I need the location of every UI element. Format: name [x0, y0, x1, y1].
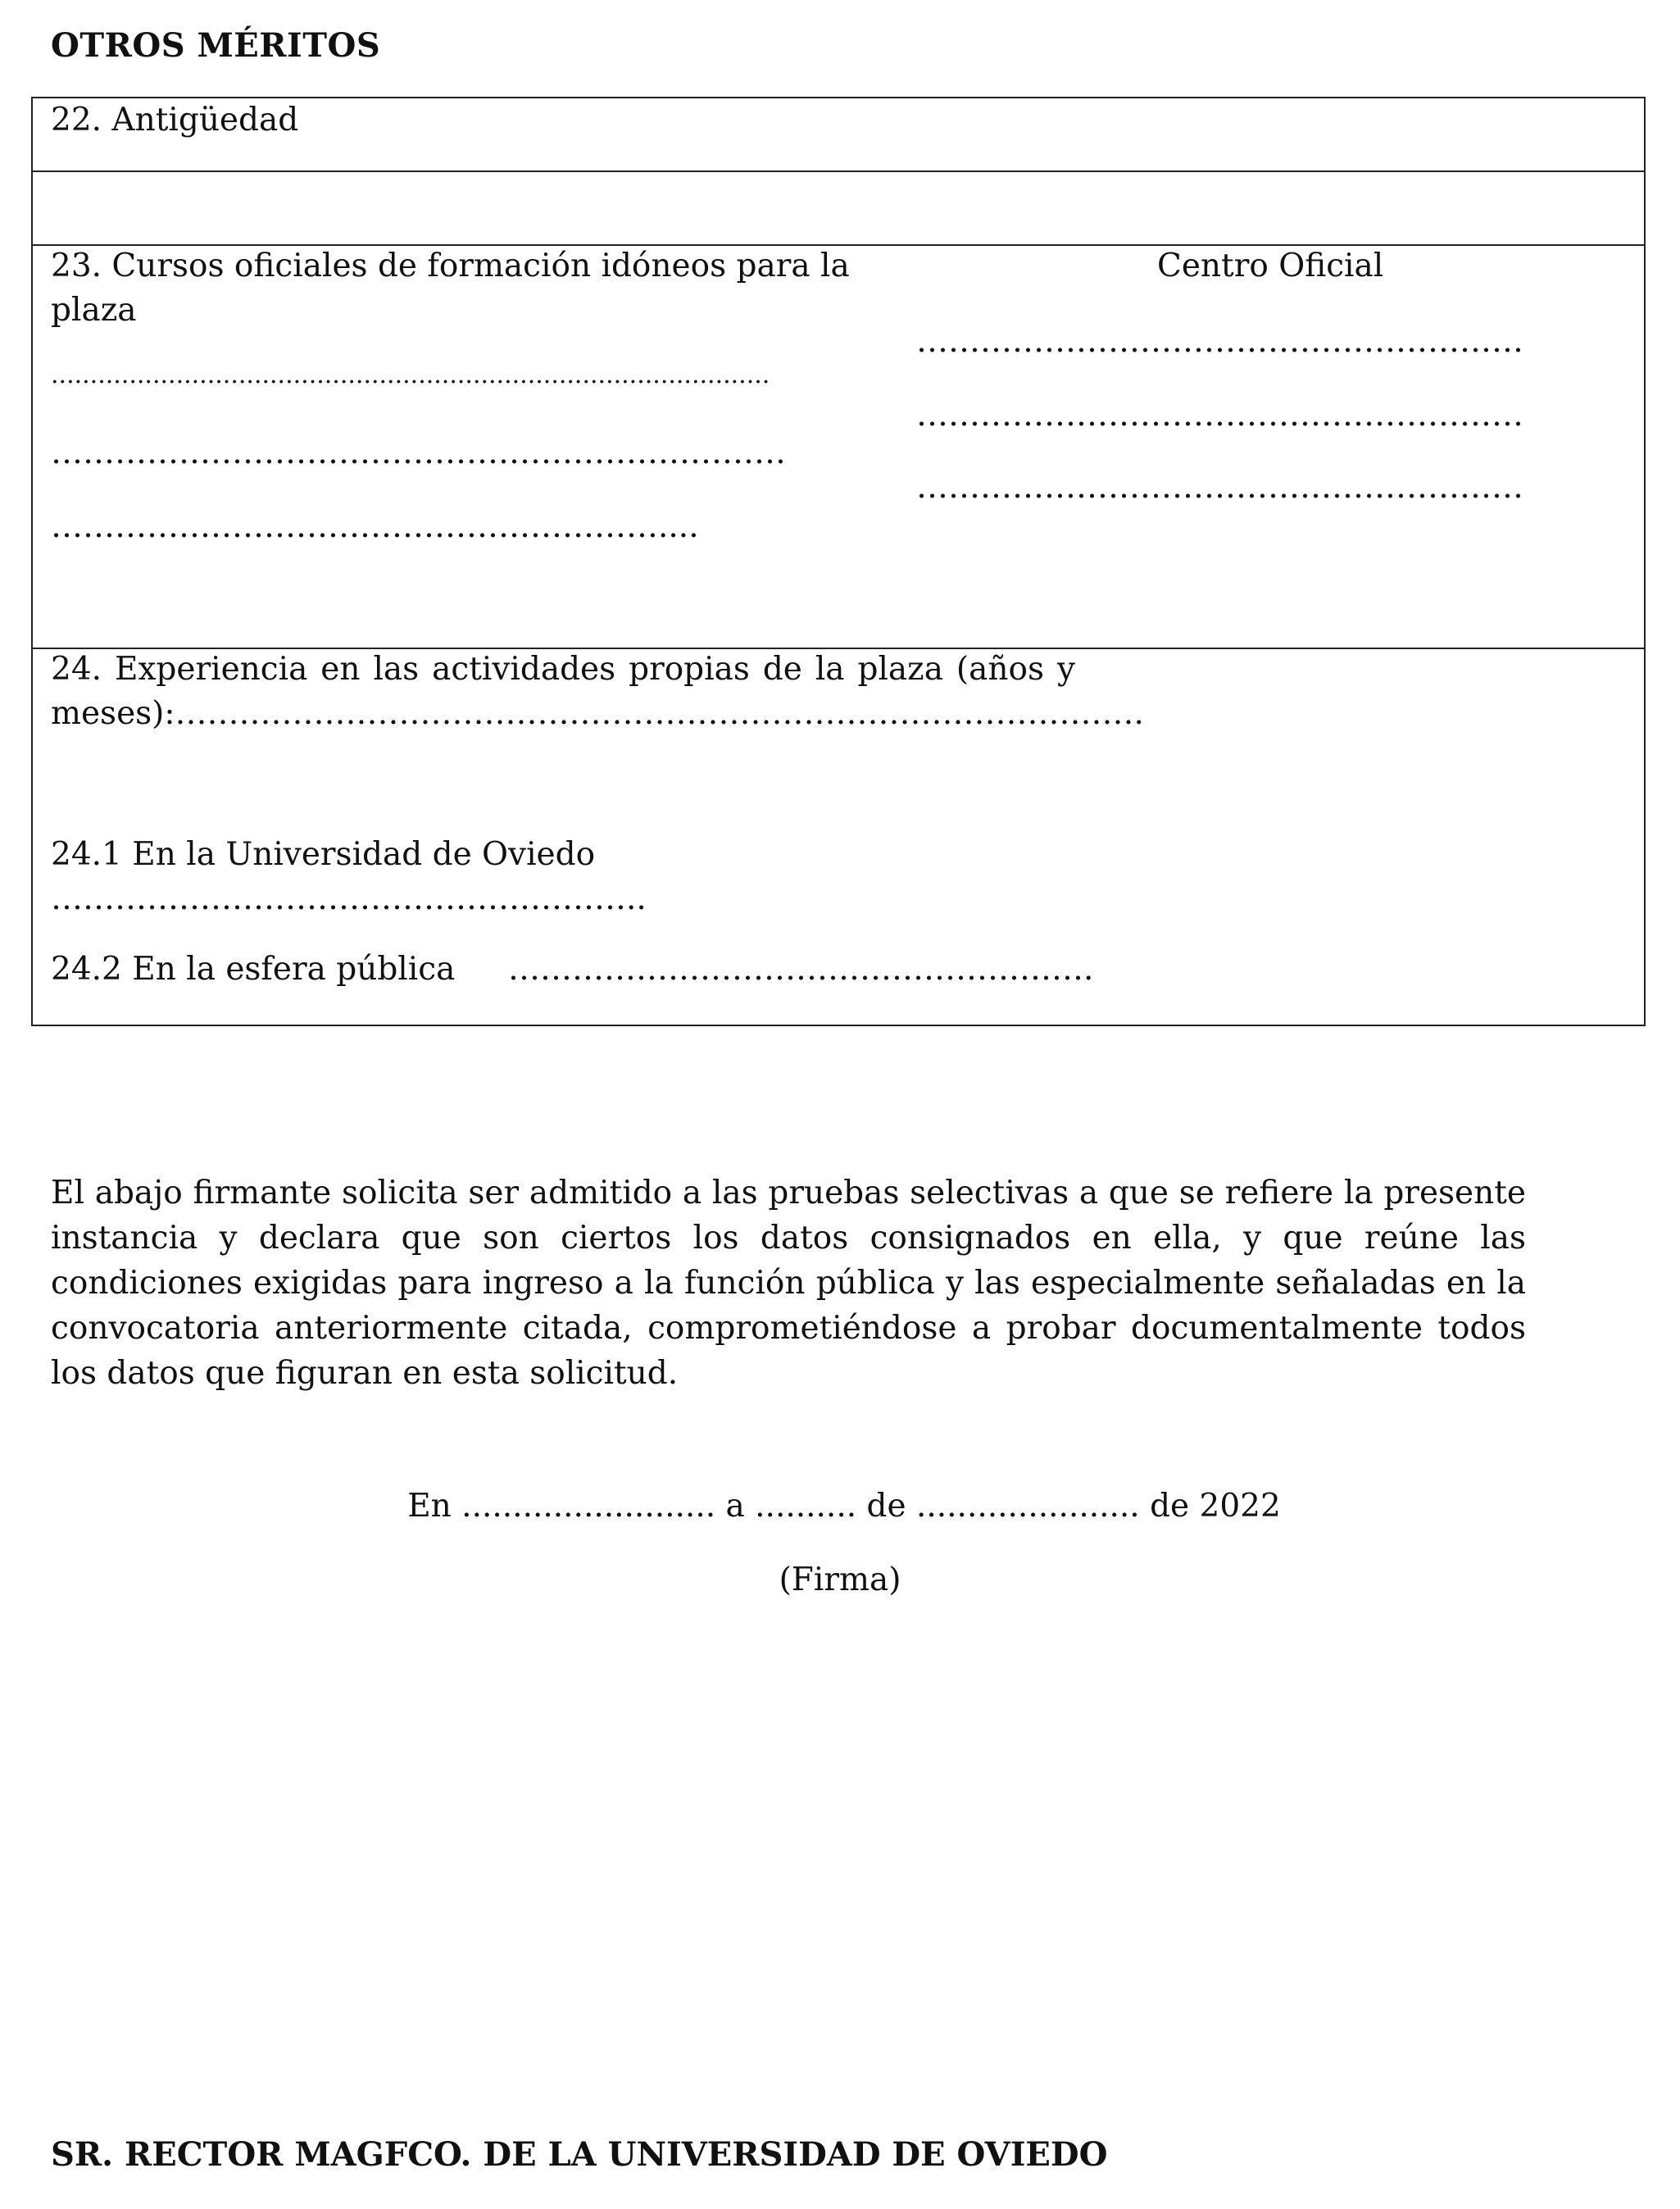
merits-table — [31, 97, 1646, 1026]
experiencia-label-line2[interactable]: meses):………………………………………………………………………………. — [51, 695, 1144, 732]
center-line-2[interactable]: ………………………………………………… — [916, 397, 1523, 434]
antiguedad-label: 22. Antigüedad — [51, 102, 299, 139]
signature-label: (Firma) — [779, 1561, 901, 1598]
experiencia-label-line1: 24. Experiencia en las actividades propias de la plaza (años y — [51, 651, 1075, 688]
declaration-text: El abajo firmante solicita ser admitido a las pruebas selectivas a que se refiere la presente instancia y declara que son ciertos los datos consignados en ella, y que reúne las condiciones exigidas para ingreso a la función pública y las especialmente señaladas en la convocatoria anteriormente citada, comprometiéndose a probar documentalmente todos los datos que figuran en esta solicitud. — [51, 1175, 1526, 1392]
course-line-2[interactable]: …………………………………………………………… — [51, 434, 786, 471]
centro-oficial-header: Centro Oficial — [1157, 248, 1384, 284]
row-cursos-oficiales — [33, 246, 1644, 649]
row-experiencia — [33, 649, 1644, 1025]
cursos-label-line2: plaza — [51, 292, 137, 329]
section-title: OTROS MÉRITOS — [51, 26, 381, 65]
center-line-1[interactable]: ………………………………………………… — [916, 323, 1523, 360]
universidad-oviedo-dots[interactable]: ……………………………………………….. — [51, 880, 647, 917]
center-line-3[interactable]: ………………………………………………… — [916, 469, 1523, 506]
addressee: SR. RECTOR MAGFCO. DE LA UNIVERSIDAD DE OVIEDO — [51, 2135, 1108, 2174]
esfera-publica-label: 24.2 En la esfera pública — [51, 951, 456, 988]
universidad-oviedo-label: 24.1 En la Universidad de Oviedo — [51, 836, 596, 873]
course-line-1[interactable]: ............................................................................................ — [51, 361, 770, 389]
date-line[interactable]: En ......................... a .......... de ...................... de 2022 — [407, 1488, 1281, 1525]
cursos-label-line1: 23. Cursos oficiales de formación idóneos para la — [51, 248, 850, 284]
row-antiguedad — [33, 98, 1644, 172]
antiguedad-value-field[interactable] — [33, 172, 1644, 246]
course-line-3[interactable]: ………………………………………………….... — [51, 508, 699, 545]
esfera-publica-dots[interactable]: ………………………………………………. — [508, 951, 1094, 988]
